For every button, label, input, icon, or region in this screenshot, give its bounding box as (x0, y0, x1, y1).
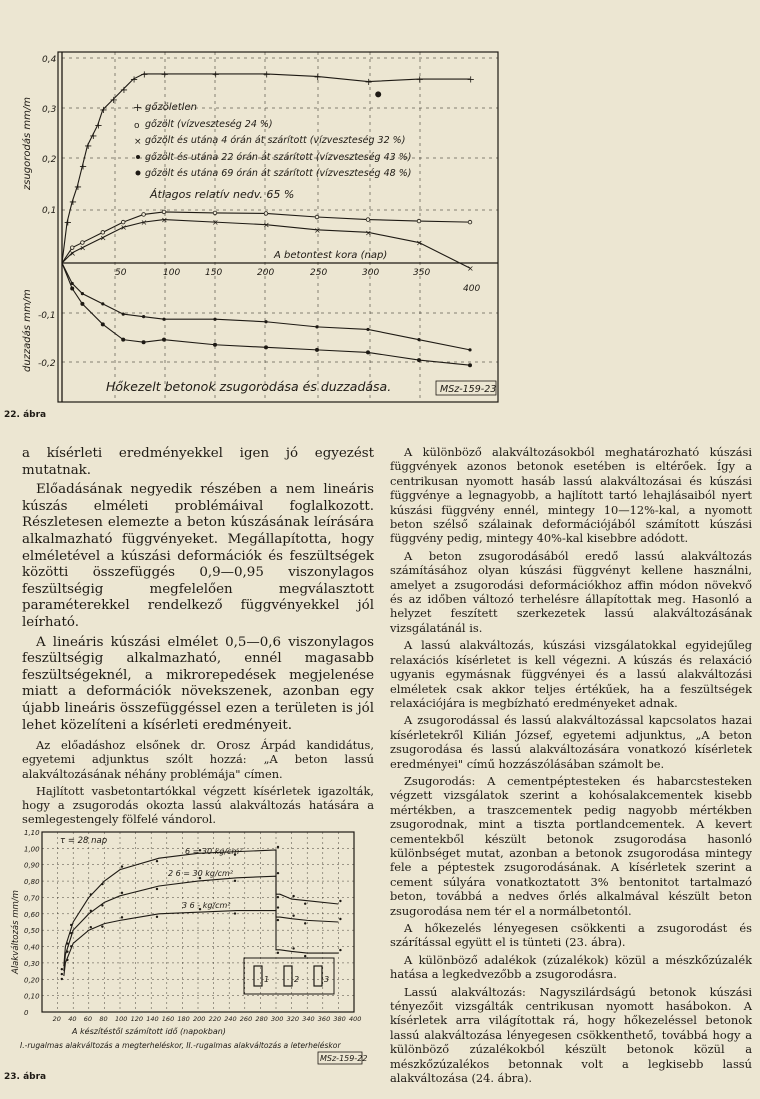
data-point: + (415, 74, 424, 86)
data-point: × (263, 220, 270, 230)
data-point (417, 338, 420, 341)
data-point (101, 302, 104, 305)
x-tick-label: 180 (177, 1015, 190, 1023)
data-point: × (120, 223, 127, 233)
specimen-label: 1 (264, 975, 270, 984)
data-point (264, 212, 268, 216)
specimen-label: 2 (294, 975, 300, 984)
legend-22 (133, 101, 411, 201)
curve-label: 2 6 = 30 kg/cm² (168, 869, 234, 878)
data-point (417, 358, 421, 362)
x-tick-label: 160 (161, 1015, 175, 1023)
data-point (213, 318, 216, 321)
paragraph: A lassú alakváltozás, kúszási vizsgálatokkal egyidejűleg relaxációs kísérletet is kell végezni. A kúszás és relaxáció ugyanis egymásnak függvényei és a lassú alakváltozási elméletek csak akkor teljes értékűek, ha a feszültségek relaxációjára is megbízható eredményeket adnak. (390, 638, 752, 710)
x-tick-label: 260 (239, 1015, 253, 1023)
data-point: + (89, 130, 98, 142)
data-point (234, 912, 236, 914)
y-tick-label: 0,3 (42, 105, 57, 115)
paragraph: Hajlított vasbetontartókkal végzett kísérletek igazolták, hogy a zsugorodás okozta lassú alakváltozás hatására a semlegestengely fölfelé vándorol. (22, 783, 374, 827)
data-point (366, 350, 370, 354)
x-tick-label: 380 (333, 1015, 346, 1023)
y-tick-label: 0,90 (24, 861, 40, 870)
x-tick-label: 120 (130, 1015, 144, 1023)
legend-marker-plus: + (133, 101, 143, 114)
x-tick-label: 60 (83, 1015, 93, 1023)
x-tick-label: 240 (224, 1015, 237, 1023)
paragraph: A hőkezelés lényegesen csökkenti a zsugorodást és szárítással együtt el is tünteti (23. ábra). (390, 921, 752, 950)
y-tick-label: 0,4 (42, 55, 57, 65)
data-point (315, 215, 319, 219)
y-tick-label: 0,80 (24, 878, 40, 887)
data-point (264, 345, 268, 349)
data-point: + (78, 161, 88, 173)
data-point (61, 978, 63, 980)
data-point (277, 952, 279, 954)
data-point (277, 919, 279, 921)
data-point (277, 896, 279, 898)
left-column (22, 446, 374, 829)
data-point (277, 906, 279, 908)
data-point: + (119, 84, 129, 96)
data-point: + (84, 140, 93, 152)
series-line (64, 911, 339, 976)
data-point (70, 945, 72, 947)
data-point (61, 973, 63, 975)
y-tick-label: 1,00 (24, 845, 40, 854)
paragraph: A zsugorodással és lassú alakváltozással kapcsolatos hazai kísérletekről Kilián József, egyetemi adjunktus, „A beton zsugorodása és lassú alakváltozására vonatkozó kísérletek eredményei" című hozzászólásában számolt be. (390, 713, 752, 771)
grid-22 (62, 52, 498, 402)
data-point: × (416, 238, 423, 248)
data-point (162, 338, 166, 342)
data-point (468, 348, 471, 351)
tau-note: τ = 28 nap (60, 836, 108, 846)
x-tick-label: 20 (52, 1015, 61, 1023)
series-group-23 (61, 846, 342, 980)
legend-marker-dot (136, 155, 140, 159)
specimen-label: 3 (324, 975, 330, 984)
figure23-caption: I.-rugalmas alakváltozás a megterheléskor, II.-rugalmas alakváltozás a leterheléskor (20, 1041, 341, 1050)
paragraph: Az előadáshoz elsőnek dr. Orosz Árpád kandidátus, egyetemi adjunktus szólt hozzá: „A beton lassú alakváltozásának néhány problémája" címen. (22, 738, 374, 781)
y-axis-label-top: zsugorodás mm/m (22, 97, 33, 190)
data-point (315, 325, 318, 328)
data-point (277, 872, 279, 874)
y-tick-label: -0,2 (38, 359, 56, 369)
data-point (121, 892, 123, 894)
data-point: + (109, 94, 118, 106)
data-point (162, 318, 165, 321)
data-point: + (160, 69, 169, 81)
x-tick-label: 320 (286, 1015, 300, 1023)
data-point (122, 313, 125, 316)
data-point (142, 340, 146, 344)
legend-entry: gőzölt és utána 22 órán át szárított (vízveszteség 43 %) (145, 152, 412, 163)
paragraph: A beton zsugorodásából eredő lassú alakváltozás számításához olyan kúszási függvényt kellene használni, amelyet a zsugorodási deformációkhoz affin módon növekvő és az időben változó terhelésre állapítottak meg. Hasonló a helyzet feszített szerkezetek lassú alakváltozásának vizsgálatánál is. (390, 548, 752, 635)
data-point (339, 949, 341, 951)
legend-entry: gőzölt és utána 4 órán át szárított (vízveszteség 32 %) (145, 135, 406, 146)
x-tick-label: 100 (115, 1015, 128, 1023)
data-point: × (161, 215, 168, 225)
data-point: + (129, 74, 139, 86)
data-point (366, 328, 369, 331)
data-point (121, 916, 123, 918)
x-tick-label: 50 (115, 268, 127, 278)
legend-marker-circle: o (134, 121, 140, 131)
y-ticks-23 (24, 829, 40, 1017)
data-point (417, 219, 421, 223)
data-point (70, 932, 72, 934)
x-tick-label: 300 (362, 268, 380, 278)
x-axis-label-22: A betontest kora (nap) (274, 250, 388, 261)
figure22-caption: Hőkezelt betonok zsugorodása és duzzadása. (106, 379, 392, 394)
data-point: × (467, 264, 474, 274)
y-tick-label: 0,2 (42, 155, 57, 165)
data-point (61, 968, 63, 970)
y-tick-label: 0,10 (24, 992, 40, 1001)
x-tick-label: 100 (163, 268, 181, 278)
x-tick-label: 200 (257, 268, 275, 278)
specimen-inset (244, 958, 334, 994)
x-tick-label: 400 (349, 1015, 362, 1023)
data-point (156, 916, 158, 918)
data-point (90, 926, 92, 928)
curve-label: 3 6 - kg/cm² (182, 901, 231, 910)
x-tick-label: 300 (271, 1015, 284, 1023)
y-tick-label: 0,70 (24, 894, 40, 903)
data-point (90, 893, 92, 895)
x-tick-label: 400 (463, 284, 481, 294)
data-point: + (211, 69, 220, 81)
data-point: × (69, 248, 76, 258)
outlier-point (375, 91, 381, 97)
data-point (292, 947, 294, 949)
data-point (213, 211, 217, 215)
figure22-label: 22. ábra (4, 410, 47, 420)
y-tick-label: 1,10 (24, 829, 40, 837)
data-point: × (314, 225, 321, 235)
series-group-22 (62, 69, 475, 367)
data-point: + (262, 69, 271, 81)
x-tick-label: 80 (99, 1015, 108, 1023)
data-point: + (73, 181, 83, 193)
x-ticks-22 (115, 268, 480, 294)
data-point (66, 951, 68, 953)
data-point (80, 302, 84, 306)
x-tick-label: 140 (146, 1015, 159, 1023)
data-point (156, 860, 158, 862)
legend-marker-x: × (134, 137, 142, 147)
data-point (101, 883, 103, 885)
grid-23 (42, 832, 354, 1012)
y-axis-label-bottom: duzzadás mm/m (22, 289, 33, 372)
paragraph: Lassú alakváltozás: Nagyszilárdságú betonok kúszási tényezőit vizsgálták centrikusan nyomott hasábokon. A kísérletek arra világítottak rá, hogy hőkezeléssel betonok lassú alakváltozása lényegesen csökkenthető, továbbá hogy a különböző zúzalékokból készült betonok közül a mészkőzúzalékos betonnak volt a legkisebb lassú alakváltozása (24. ábra). (390, 984, 752, 1086)
paragraph: A különböző adalékok (zúzalékok) közül a mészkőzúzalék hatása a legkedvezőbb a zsugorodásra. (390, 952, 752, 982)
data-point: × (140, 218, 148, 228)
y-tick-label: 0,1 (42, 206, 57, 216)
x-axis-label-23: A készítéstől számított idő (napokban) (72, 1027, 226, 1036)
data-point (66, 959, 68, 961)
data-point (142, 213, 146, 217)
series-line (62, 212, 470, 263)
x-tick-label: 200 (193, 1015, 206, 1023)
data-point (234, 880, 236, 882)
paragraph: Zsugorodás: A cementpéptesteken és habarcstesteken végzett vizsgálatok szerint a kohósalakcementek kisebb mértékben, a traszcementek pedig nagyobb mértékben zsugorodnak, mint a tiszta portlandcementek. A kevert cementekből készült betonok zsugorodása hasonló különbséget mutat, azonban a betonok zsugorodása mintegy fele a péptestek zsugorodásának. A kísérletek szerint a cement súlyára vonatkoztatott 3% bentonitot tartalmazó beton, továbbá a nedves őrlés alkalmával készült beton zsugorodása nem tér el a normálbetontól. (390, 773, 752, 918)
data-point: + (63, 217, 72, 229)
data-point (304, 955, 306, 957)
x-tick-label: 340 (302, 1015, 315, 1023)
curve-label: 6 = 30 kg/cm² (185, 847, 243, 856)
x-tick-label: 40 (68, 1015, 77, 1023)
data-point (70, 287, 74, 291)
figure-22-chart (0, 0, 760, 425)
data-point (304, 922, 306, 924)
figure22-stamp: MSz-159-23 (440, 384, 497, 395)
data-point (468, 220, 472, 224)
x-tick-label: 220 (208, 1015, 222, 1023)
y-tick-label: 0,60 (24, 910, 40, 919)
figure-23-chart (0, 824, 380, 1094)
y-tick-label: 0,20 (24, 976, 40, 985)
data-point: + (364, 77, 373, 89)
x-tick-label: 350 (413, 268, 431, 278)
data-point (90, 910, 92, 912)
y-axis-label-23: Alakváltozás mm/m (11, 890, 21, 974)
data-point: + (99, 105, 108, 117)
data-point (315, 348, 319, 352)
data-point (101, 925, 103, 927)
data-point: + (94, 120, 103, 132)
data-point: + (466, 74, 475, 86)
data-point (121, 865, 123, 867)
data-point (101, 904, 103, 906)
data-point (292, 915, 294, 917)
data-point (81, 292, 84, 295)
x-tick-label: 280 (255, 1015, 268, 1023)
x-tick-label: 150 (205, 268, 223, 278)
data-point (121, 338, 125, 342)
data-point: × (365, 228, 372, 238)
data-point (70, 924, 72, 926)
data-point (264, 320, 267, 323)
x-tick-label: 250 (310, 268, 328, 278)
paragraph: A lineáris kúszási elmélet 0,5—0,6 viszonylagos feszültségig alkalmazható, ennél magasabb feszültségeknél, a mikrorepedések megjelenése miatt a deformációk növekszenek, azonban egy újabb lineáris összefüggéssel ezen a területen is jól lehet közelíteni a kísérleti eredményeit. (22, 634, 374, 733)
paragraph: A különböző alakváltozásokból meghatározható kúszási függvények azonos betonok esetében is eltérőek. Így a centrikusan nyomott hasáb lassú alakváltozásai és kúszási függvénye a legnagyobb, a hajlított tartó lehajlásaiból nyert kúszási függvény ennél, mintegy 10—12%-kal, a nyomott beton szélső szálainak deformációjából számított kúszási függvény pedig, mintegy 40%-kal kisebbre adódott. (390, 445, 752, 546)
legend-entry: gőzöletlen (145, 102, 197, 113)
paragraph: a kísérleti eredményekkel igen jó egyezést mutatnak. (22, 446, 374, 478)
data-point (142, 315, 145, 318)
data-point (156, 888, 158, 890)
legend-entry: gőzölt (vízveszteség 24 %) (145, 119, 273, 130)
data-point (101, 322, 105, 326)
legend-entry: gőzölt és utána 69 órán át szárított (vízveszteség 48 %) (145, 168, 412, 179)
data-point (304, 903, 306, 905)
data-point: × (212, 218, 219, 228)
data-point (213, 343, 217, 347)
right-column (390, 445, 752, 1088)
data-point: × (99, 233, 107, 243)
x-tick-label: 360 (317, 1015, 331, 1023)
y-tick-label: 0 (24, 1009, 29, 1017)
x-ticks-23 (53, 1015, 362, 1023)
data-point: + (313, 71, 322, 83)
paragraph: Előadásának negyedik részében a nem lineáris kúszás elméleti problémáival foglalkozott. Részletesen elemezte a beton kúszásának leírására alkalmazható függvényeket. Megállapította, hogy elméletével a kúszási deformációk és feszültségek közötti összefüggés 0,9—0,95 viszonylagos feszültségig megfelelően megválasztott paraméterekkel rendelkező függvényekkel jól leírható. (22, 482, 374, 630)
data-point (468, 363, 472, 367)
y-tick-label: 0,30 (24, 959, 40, 968)
legend-marker-bigdot (136, 171, 141, 176)
y-tick-label: 0,40 (24, 943, 40, 952)
data-point (339, 918, 341, 920)
data-point: + (68, 197, 78, 209)
data-point (292, 895, 294, 897)
data-point (277, 846, 279, 848)
data-point: + (140, 69, 149, 81)
data-point (366, 218, 370, 222)
y-tick-label: -0,1 (38, 311, 56, 321)
data-point (162, 210, 166, 214)
data-point (339, 900, 341, 902)
figure23-label: 23. ábra (4, 1072, 47, 1082)
data-point: × (79, 243, 87, 253)
humidity-note: Átlagos relatív nedv. 65 % (150, 188, 295, 201)
figure23-stamp: MSz-159-22 (320, 1054, 368, 1063)
y-tick-label: 0,50 (24, 927, 40, 936)
